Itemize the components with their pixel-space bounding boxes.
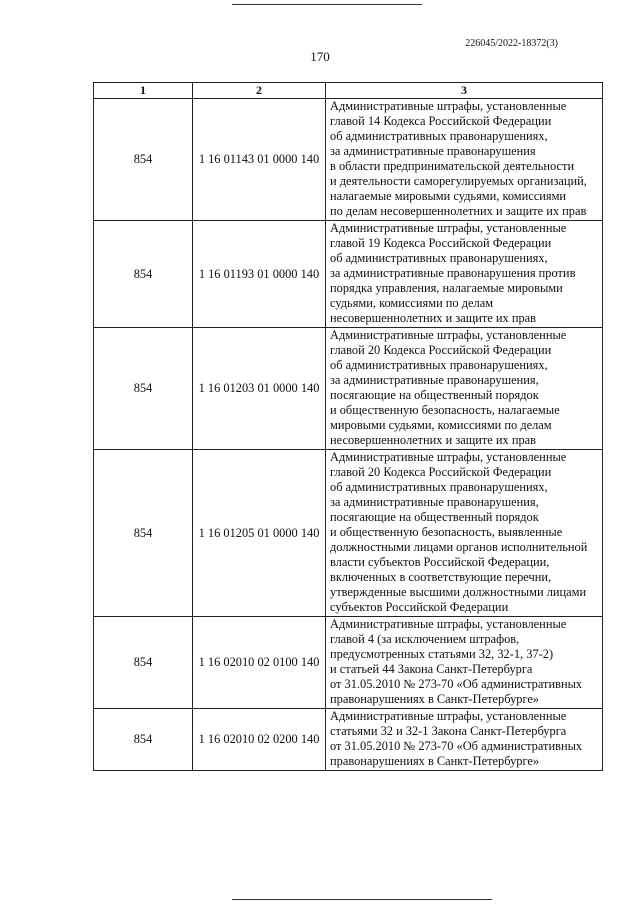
description-line: главой 20 Кодекса Российской Федерации <box>330 343 552 357</box>
table-header-row <box>94 83 603 99</box>
kbk-code-cell: 1 16 01203 01 0000 140 <box>193 328 326 450</box>
description-line: от 31.05.2010 № 273-70 «Об административных <box>330 739 583 753</box>
description-line: главой 14 Кодекса Российской Федерации <box>330 114 552 128</box>
admin-code-cell: 854 <box>94 99 193 221</box>
description-cell <box>326 221 603 328</box>
bottom-rule <box>232 899 492 900</box>
header-col-3: 3 <box>326 83 603 99</box>
description-line: по делам несовершеннолетних и защите их прав <box>330 204 587 218</box>
description-line: посягающие на общественный порядок <box>330 510 539 524</box>
admin-code-cell: 854 <box>94 617 193 709</box>
description-line: Административные штрафы, установленные <box>330 328 567 342</box>
fees-table <box>93 82 603 771</box>
description-line: утвержденные высшими должностными лицами <box>330 585 587 599</box>
admin-code-cell: 854 <box>94 328 193 450</box>
description-line: главой 19 Кодекса Российской Федерации <box>330 236 552 250</box>
table-row <box>94 99 603 221</box>
description-line: в области предпринимательской деятельности <box>330 159 575 173</box>
description-line: должностными лицами органов исполнительной <box>330 540 588 554</box>
description-line: об административных правонарушениях, <box>330 358 548 372</box>
description-line: несовершеннолетних и защите их прав <box>330 433 537 447</box>
header-col-1: 1 <box>94 83 193 99</box>
admin-code-cell: 854 <box>94 221 193 328</box>
admin-code-cell: 854 <box>94 450 193 617</box>
description-line: включенных в соответствующие перечни, <box>330 570 552 584</box>
table-row <box>94 328 603 450</box>
table-row <box>94 221 603 328</box>
table-row <box>94 450 603 617</box>
description-cell <box>326 99 603 221</box>
description-line: предусмотренных статьями 32, 32-1, 37-2) <box>330 647 554 661</box>
kbk-code-cell: 1 16 02010 02 0200 140 <box>193 709 326 771</box>
description-line: за административные правонарушения, <box>330 495 539 509</box>
description-line: мировыми судьями, комиссиями по делам <box>330 418 552 432</box>
description-line: об административных правонарушениях, <box>330 480 548 494</box>
description-line: власти субъектов Российской Федерации, <box>330 555 550 569</box>
description-line: за административные правонарушения, <box>330 373 539 387</box>
admin-code-cell: 854 <box>94 709 193 771</box>
description-line: главой 20 Кодекса Российской Федерации <box>330 465 552 479</box>
description-line: судьями, комиссиями по делам <box>330 296 494 310</box>
header-col-2: 2 <box>193 83 326 99</box>
description-line: от 31.05.2010 № 273-70 «Об административных <box>330 677 583 691</box>
description-line: и статьей 44 Закона Санкт-Петербурга <box>330 662 533 676</box>
description-cell <box>326 709 603 771</box>
kbk-code-cell: 1 16 02010 02 0100 140 <box>193 617 326 709</box>
description-cell <box>326 450 603 617</box>
top-rule <box>232 4 422 5</box>
table-row <box>94 709 603 771</box>
kbk-code-cell: 1 16 01205 01 0000 140 <box>193 450 326 617</box>
description-line: за административные правонарушения против <box>330 266 576 280</box>
description-line: Административные штрафы, установленные <box>330 617 567 631</box>
description-line: Административные штрафы, установленные <box>330 450 567 464</box>
description-line: налагаемые мировыми судьями, комиссиями <box>330 189 567 203</box>
table-row <box>94 617 603 709</box>
description-line: Административные штрафы, установленные <box>330 99 567 113</box>
page-number: 170 <box>310 49 330 64</box>
description-line: об административных правонарушениях, <box>330 251 548 265</box>
description-cell <box>326 328 603 450</box>
description-line: и деятельности саморегулируемых организаций, <box>330 174 587 188</box>
description-line: главой 4 (за исключением штрафов, <box>330 632 520 646</box>
kbk-code-cell: 1 16 01193 01 0000 140 <box>193 221 326 328</box>
kbk-code-cell: 1 16 01143 01 0000 140 <box>193 99 326 221</box>
description-line: статьями 32 и 32-1 Закона Санкт-Петербурга <box>330 724 567 738</box>
description-line: посягающие на общественный порядок <box>330 388 539 402</box>
description-line: и общественную безопасность, выявленные <box>330 525 563 539</box>
description-line: правонарушениях в Санкт-Петербурге» <box>330 692 540 706</box>
description-line: за административные правонарушения <box>330 144 536 158</box>
description-line: несовершеннолетних и защите их прав <box>330 311 537 325</box>
description-line: об административных правонарушениях, <box>330 129 548 143</box>
description-line: субъектов Российской Федерации <box>330 600 509 614</box>
description-line: правонарушениях в Санкт-Петербурге» <box>330 754 540 768</box>
description-line: и общественную безопасность, налагаемые <box>330 403 560 417</box>
description-line: Административные штрафы, установленные <box>330 709 567 723</box>
document-number: 226045/2022-18372(3) <box>465 38 558 49</box>
description-line: порядка управления, налагаемые мировыми <box>330 281 563 295</box>
description-line: Административные штрафы, установленные <box>330 221 567 235</box>
description-cell <box>326 617 603 709</box>
